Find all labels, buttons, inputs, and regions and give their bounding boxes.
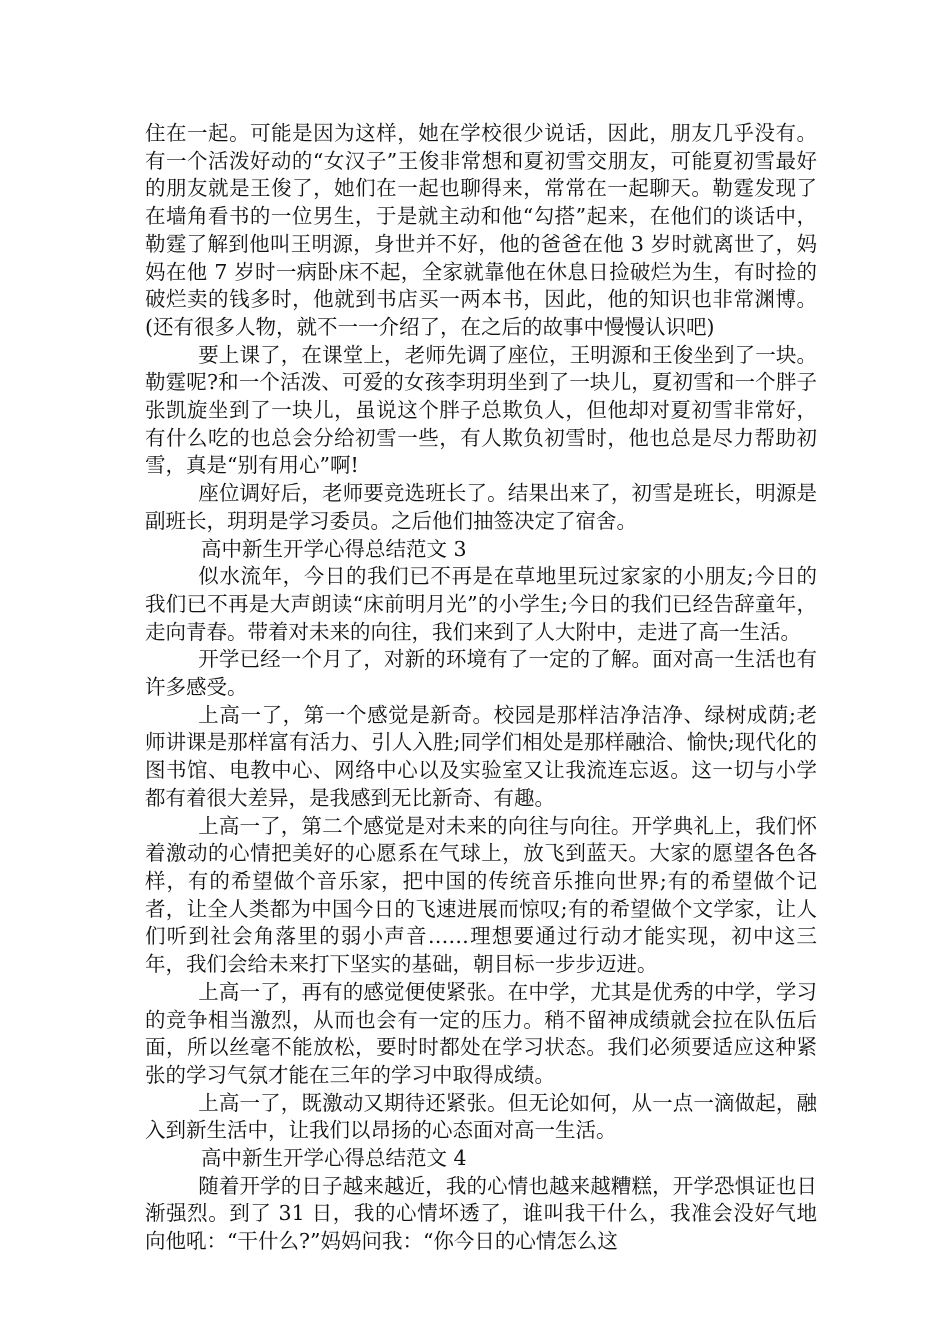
section-heading: 高中新生开学心得总结范文 3 xyxy=(201,536,467,561)
paragraph: 上高一了，第一个感觉是新奇。校园是那样洁净洁净、绿树成荫;老师讲课是那样富有活力、引人入胜;同学们相处是那样融洽、愉快;现代化的图书馆、电教中心、网络中心以及实验室又让我流连忘返。这一切与小学都有着很大差异，是我感到无比新奇、有趣。 xyxy=(145,702,817,810)
paragraph: 上高一了，既激动又期待还紧张。但无论如何，从一点一滴做起，融入到新生活中，让我们以昂扬的心态面对高一生活。 xyxy=(145,1090,817,1143)
paragraph: 要上课了，在课堂上，老师先调了座位，王明源和王俊坐到了一块。勒霆呢?和一个活泼、可爱的女孩李玥玥坐到了一块儿，夏初雪和一个胖子张凯旋坐到了一块儿，虽说这个胖子总欺负人，但他却对夏初雪非常好，有什么吃的也总会分给初雪一些，有人欺负初雪时，他也总是尽力帮助初雪，真是“别有用心”啊! xyxy=(145,342,817,478)
section-heading: 高中新生开学心得总结范文 4 xyxy=(201,1146,467,1171)
paragraph: 上高一了，再有的感觉便使紧张。在中学，尤其是优秀的中学，学习的竞争相当激烈，从而也会有一定的压力。稍不留神成绩就会拉在队伍后面，所以丝毫不能放松，要时时都处在学习状态。我们必须要适应这种紧张的学习气氛才能在三年的学习中取得成绩。 xyxy=(145,979,817,1087)
paragraph: 似水流年，今日的我们已不再是在草地里玩过家家的小朋友;今日的我们已不再是大声朗读“床前明月光”的小学生;今日的我们已经告辞童年，走向青春。带着对未来的向往，我们来到了人大附中，走进了高一生活。 xyxy=(145,564,817,644)
paragraph: 住在一起。可能是因为这样，她在学校很少说话，因此，朋友几乎没有。有一个活泼好动的“女汉子”王俊非常想和夏初雪交朋友，可能夏初雪最好的朋友就是王俊了，她们在一起也聊得来，常常在一起聊天。勒霆发现了在墙角看书的一位男生，于是就主动和他“勾搭”起来，在他们的谈话中，勒霆了解到他叫王明源，身世并不好，他的爸爸在他 3 岁时就离世了，妈妈在他 7 岁时一病卧床不起，全家就靠他在休息日捡破烂为生，有时捡的破烂卖的钱多时，他就到书店买一两本书，因此，他的知识也非常渊博。(还有很多人物，就不一一介绍了，在之后的故事中慢慢认识吧) xyxy=(145,121,817,339)
paragraph: 随着开学的日子越来越近，我的心情也越来越糟糕，开学恐惧证也日渐强烈。到了 31 日，我的心情坏透了，谁叫我干什么，我准会没好气地向他吼：“干什么?”妈妈问我：“你今日的心情怎么这 xyxy=(145,1173,817,1254)
document-body xyxy=(145,120,817,1256)
paragraph: 开学已经一个月了，对新的环境有了一定的了解。面对高一生活也有许多感受。 xyxy=(145,647,817,700)
paragraph: 座位调好后，老师要竞选班长了。结果出来了，初雪是班长，明源是副班长，玥玥是学习委员。之后他们抽签决定了宿舍。 xyxy=(145,481,817,533)
paragraph: 上高一了，第二个感觉是对未来的向往与向往。开学典礼上，我们怀着激动的心情把美好的心愿系在气球上，放飞到蓝天。大家的愿望各色各样，有的希望做个音乐家，把中国的传统音乐推向世界;有的希望做个记者，让全人类都为中国今日的飞速进展而惊叹;有的希望做个文学家，让人们听到社会角落里的弱小声音……理想要通过行动才能实现，初中这三年，我们会给未来打下坚实的基础，朝目标一步步迈进。 xyxy=(145,813,817,977)
